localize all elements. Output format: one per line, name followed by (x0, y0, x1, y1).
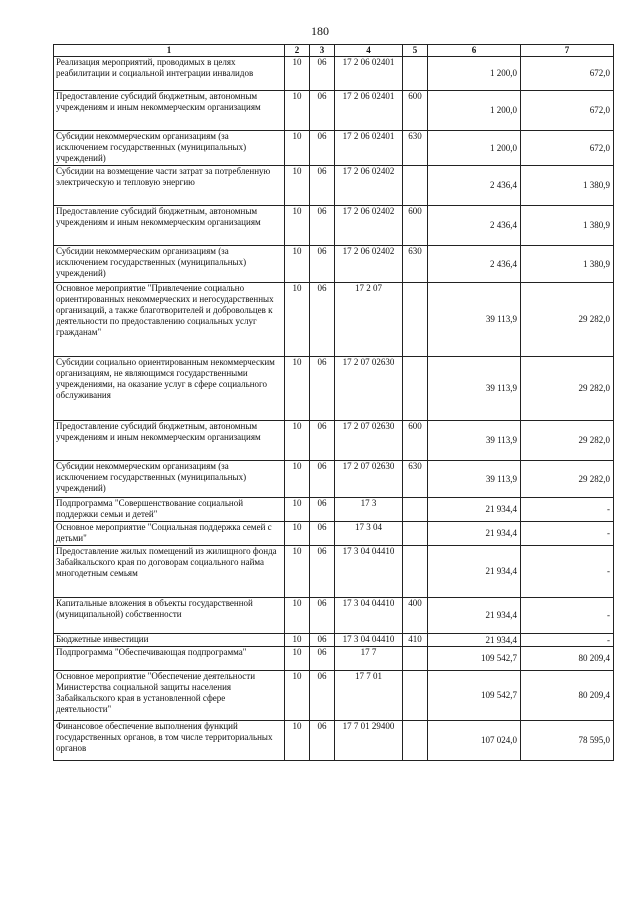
row-name: Подпрограмма "Совершенствование социальной поддержки семьи и детей" (54, 498, 285, 522)
row-code-target: 17 2 06 02402 (335, 166, 403, 206)
row-code-section: 10 (285, 246, 310, 283)
row-amount-plan: 2 436,4 (428, 246, 521, 283)
row-amount-plan: 109 542,7 (428, 671, 521, 721)
row-code-subsection: 06 (310, 498, 335, 522)
row-code-subsection: 06 (310, 166, 335, 206)
row-amount-plan: 39 113,9 (428, 357, 521, 421)
row-amount-plan: 107 024,0 (428, 721, 521, 761)
row-code-subsection: 06 (310, 634, 335, 647)
row-code-target: 17 3 04 04410 (335, 598, 403, 634)
row-code-section: 10 (285, 461, 310, 498)
row-amount-actual: 672,0 (521, 91, 614, 131)
row-code-section: 10 (285, 357, 310, 421)
row-amount-actual: - (521, 598, 614, 634)
row-name: Субсидии социально ориентированным некоммерческим организациям, не являющимся государственными учреждениями, на оказание услуг в сфере социального обслуживания (54, 357, 285, 421)
table-row (54, 91, 614, 131)
row-code-target: 17 2 07 02630 (335, 357, 403, 421)
row-amount-actual: 29 282,0 (521, 357, 614, 421)
table-row (54, 57, 614, 91)
table-row (54, 357, 614, 421)
row-name: Субсидии на возмещение части затрат за потребленную электрическую и тепловую энергию (54, 166, 285, 206)
row-amount-actual: 1 380,9 (521, 206, 614, 246)
row-code-expense-type: 630 (403, 461, 428, 498)
row-code-subsection: 06 (310, 57, 335, 91)
table-row (54, 522, 614, 546)
row-code-section: 10 (285, 522, 310, 546)
row-name: Реализация мероприятий, проводимых в целях реабилитации и социальной интеграции инвалидов (54, 57, 285, 91)
row-code-section: 10 (285, 671, 310, 721)
row-code-target: 17 7 01 (335, 671, 403, 721)
row-code-section: 10 (285, 598, 310, 634)
row-amount-plan: 21 934,4 (428, 498, 521, 522)
row-code-expense-type (403, 721, 428, 761)
row-amount-plan: 39 113,9 (428, 421, 521, 461)
page-number: 180 (311, 24, 329, 38)
row-code-target: 17 2 06 02401 (335, 91, 403, 131)
row-code-subsection: 06 (310, 721, 335, 761)
row-name: Субсидии некоммерческим организациям (за исключением государственных (муниципальных) учреждений) (54, 461, 285, 498)
row-name: Капитальные вложения в объекты государственной (муниципальной) собственности (54, 598, 285, 634)
row-name: Основное мероприятие "Обеспечение деятельности Министерства социальной защиты населения Забайкальского края в установленной сфере деятельности" (54, 671, 285, 721)
row-code-subsection: 06 (310, 598, 335, 634)
row-amount-actual: 1 380,9 (521, 246, 614, 283)
row-code-target: 17 2 07 02630 (335, 421, 403, 461)
header-cell: 2 (285, 45, 310, 57)
row-code-expense-type: 400 (403, 598, 428, 634)
row-amount-actual: 1 380,9 (521, 166, 614, 206)
table-row (54, 546, 614, 598)
row-code-subsection: 06 (310, 421, 335, 461)
row-code-section: 10 (285, 647, 310, 671)
row-name: Финансовое обеспечение выполнения функций государственных органов, в том числе территориальных органов (54, 721, 285, 761)
row-code-target: 17 3 04 04410 (335, 634, 403, 647)
row-code-target: 17 3 04 04410 (335, 546, 403, 598)
row-amount-actual: 672,0 (521, 131, 614, 166)
row-amount-plan: 1 200,0 (428, 91, 521, 131)
table-row (54, 634, 614, 647)
row-name: Бюджетные инвестиции (54, 634, 285, 647)
row-code-target: 17 2 06 02402 (335, 206, 403, 246)
row-code-subsection: 06 (310, 91, 335, 131)
row-amount-plan: 21 934,4 (428, 598, 521, 634)
header-cell: 5 (403, 45, 428, 57)
row-code-target: 17 2 07 02630 (335, 461, 403, 498)
row-code-section: 10 (285, 166, 310, 206)
row-code-target: 17 3 (335, 498, 403, 522)
row-code-expense-type (403, 546, 428, 598)
row-code-target: 17 2 06 02402 (335, 246, 403, 283)
row-amount-plan: 21 934,4 (428, 634, 521, 647)
row-amount-plan: 39 113,9 (428, 461, 521, 498)
row-amount-plan: 1 200,0 (428, 57, 521, 91)
table-row (54, 498, 614, 522)
table-row (54, 283, 614, 357)
row-name: Подпрограмма "Обеспечивающая подпрограмма" (54, 647, 285, 671)
header-cell: 4 (335, 45, 403, 57)
row-name: Предоставление субсидий бюджетным, автономным учреждениям и иным некоммерческим организациям (54, 421, 285, 461)
row-code-section: 10 (285, 57, 310, 91)
row-code-expense-type: 600 (403, 206, 428, 246)
row-code-section: 10 (285, 131, 310, 166)
header-row (54, 45, 614, 57)
budget-table (53, 44, 614, 761)
row-code-expense-type: 630 (403, 246, 428, 283)
table-row (54, 166, 614, 206)
row-code-section: 10 (285, 91, 310, 131)
row-code-subsection: 06 (310, 647, 335, 671)
row-amount-actual: 672,0 (521, 57, 614, 91)
row-code-target: 17 2 07 (335, 283, 403, 357)
row-code-expense-type (403, 357, 428, 421)
row-code-subsection: 06 (310, 522, 335, 546)
header-cell: 3 (310, 45, 335, 57)
table-row (54, 671, 614, 721)
row-code-subsection: 06 (310, 461, 335, 498)
row-code-section: 10 (285, 206, 310, 246)
table-row (54, 246, 614, 283)
row-code-subsection: 06 (310, 546, 335, 598)
row-code-expense-type: 410 (403, 634, 428, 647)
row-amount-plan: 1 200,0 (428, 131, 521, 166)
header-cell: 7 (521, 45, 614, 57)
row-amount-actual: 80 209,4 (521, 671, 614, 721)
row-code-expense-type (403, 671, 428, 721)
row-amount-actual: 80 209,4 (521, 647, 614, 671)
row-amount-plan: 2 436,4 (428, 206, 521, 246)
row-amount-actual: 29 282,0 (521, 461, 614, 498)
row-code-section: 10 (285, 634, 310, 647)
row-amount-plan: 21 934,4 (428, 546, 521, 598)
row-code-expense-type (403, 522, 428, 546)
row-code-target: 17 7 01 29400 (335, 721, 403, 761)
table-row (54, 206, 614, 246)
row-name: Основное мероприятие "Привлечение социально ориентированных некоммерческих и негосударственных организаций, а также благотворителей и добровольцев к деятельности по предоставлению социальных услуг гражданам" (54, 283, 285, 357)
table-row (54, 461, 614, 498)
table-row (54, 131, 614, 166)
row-code-expense-type (403, 166, 428, 206)
row-code-target: 17 2 06 02401 (335, 131, 403, 166)
row-code-subsection: 06 (310, 283, 335, 357)
row-code-expense-type (403, 647, 428, 671)
row-code-expense-type (403, 57, 428, 91)
row-code-target: 17 7 (335, 647, 403, 671)
row-code-expense-type: 600 (403, 91, 428, 131)
row-amount-actual: - (521, 546, 614, 598)
row-amount-plan: 21 934,4 (428, 522, 521, 546)
row-code-expense-type: 600 (403, 421, 428, 461)
header-cell: 1 (54, 45, 285, 57)
row-code-subsection: 06 (310, 671, 335, 721)
row-amount-actual: 29 282,0 (521, 421, 614, 461)
row-name: Предоставление субсидий бюджетным, автономным учреждениям и иным некоммерческим организациям (54, 91, 285, 131)
row-code-section: 10 (285, 721, 310, 761)
table-row (54, 421, 614, 461)
row-code-expense-type (403, 283, 428, 357)
row-code-section: 10 (285, 546, 310, 598)
row-name: Основное мероприятие "Социальная поддержка семей с детьми" (54, 522, 285, 546)
row-code-subsection: 06 (310, 206, 335, 246)
row-code-expense-type (403, 498, 428, 522)
row-code-target: 17 3 04 (335, 522, 403, 546)
row-amount-actual: 29 282,0 (521, 283, 614, 357)
row-name: Предоставление жилых помещений из жилищного фонда Забайкальского края по договорам социального найма многодетным семьям (54, 546, 285, 598)
table-row (54, 598, 614, 634)
row-code-section: 10 (285, 498, 310, 522)
row-amount-plan: 39 113,9 (428, 283, 521, 357)
row-name: Субсидии некоммерческим организациям (за исключением государственных (муниципальных) учреждений) (54, 246, 285, 283)
row-amount-plan: 2 436,4 (428, 166, 521, 206)
row-code-subsection: 06 (310, 131, 335, 166)
table-row (54, 647, 614, 671)
row-amount-actual: - (521, 634, 614, 647)
row-name: Предоставление субсидий бюджетным, автономным учреждениям и иным некоммерческим организациям (54, 206, 285, 246)
row-code-subsection: 06 (310, 246, 335, 283)
table-row (54, 721, 614, 761)
row-amount-actual: 78 595,0 (521, 721, 614, 761)
row-amount-actual: - (521, 498, 614, 522)
row-amount-plan: 109 542,7 (428, 647, 521, 671)
row-amount-actual: - (521, 522, 614, 546)
row-code-section: 10 (285, 421, 310, 461)
header-cell: 6 (428, 45, 521, 57)
row-code-target: 17 2 06 02401 (335, 57, 403, 91)
row-code-section: 10 (285, 283, 310, 357)
row-code-expense-type: 630 (403, 131, 428, 166)
row-name: Субсидии некоммерческим организациям (за исключением государственных (муниципальных) учреждений) (54, 131, 285, 166)
row-code-subsection: 06 (310, 357, 335, 421)
